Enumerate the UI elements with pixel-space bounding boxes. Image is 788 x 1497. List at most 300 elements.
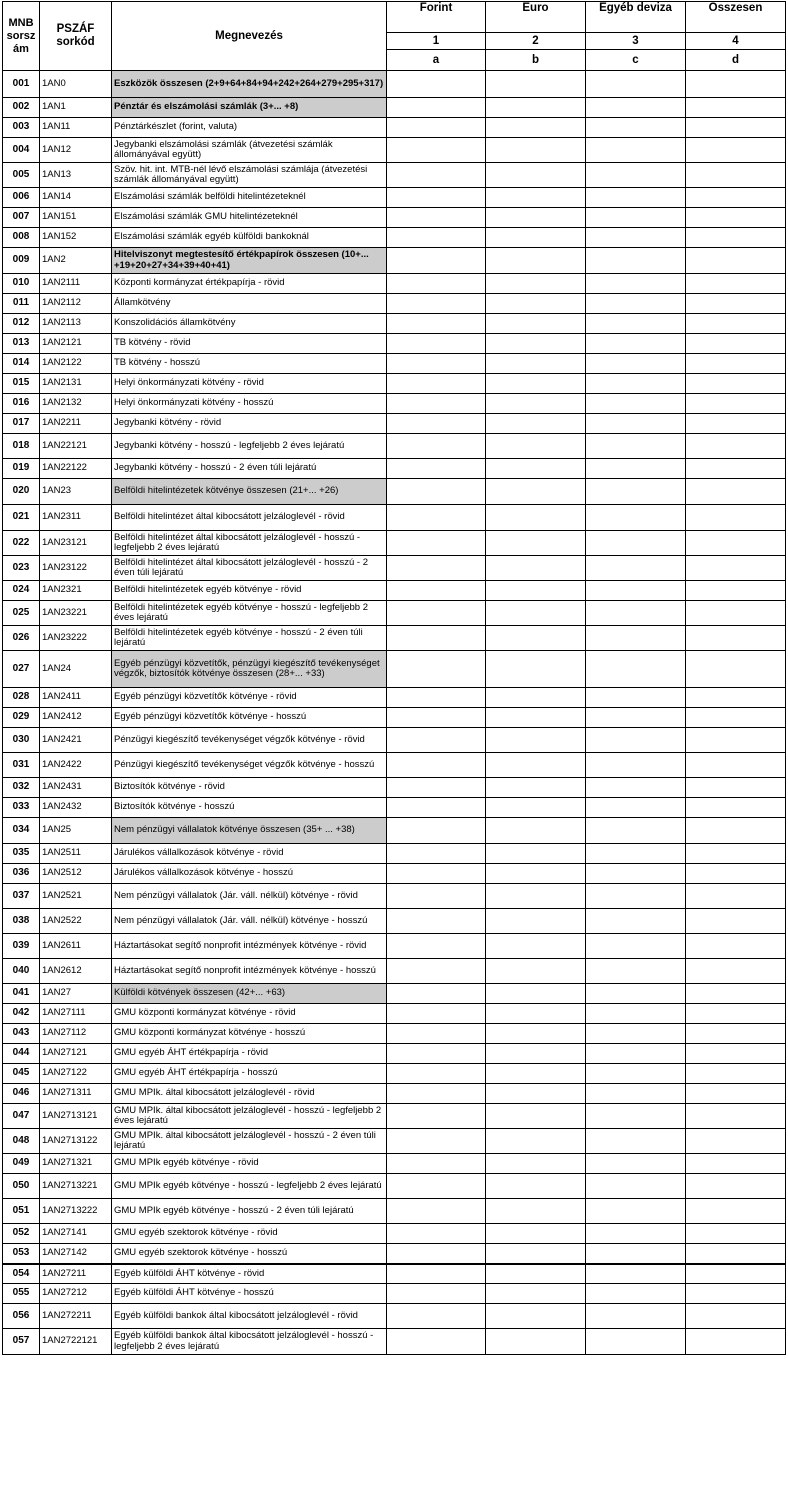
value-cell-euro[interactable] <box>486 354 586 374</box>
row-mnb-number: 001 <box>3 71 40 98</box>
value-cell-egyeb-deviza[interactable] <box>586 1154 686 1174</box>
table-row <box>3 459 786 479</box>
value-cell-forint[interactable] <box>387 208 486 228</box>
value-cell-euro[interactable] <box>486 1244 586 1264</box>
value-cell-egyeb-deviza[interactable] <box>586 414 686 434</box>
value-cell-osszesen[interactable] <box>686 505 786 531</box>
value-cell-forint[interactable] <box>387 314 486 334</box>
value-cell-osszesen[interactable] <box>686 1104 786 1129</box>
value-cell-forint[interactable] <box>387 1044 486 1064</box>
value-cell-euro[interactable] <box>486 71 586 98</box>
row-pszaf-code: 1AN13 <box>40 163 112 188</box>
value-cell-osszesen[interactable] <box>686 354 786 374</box>
value-cell-osszesen[interactable] <box>686 1224 786 1244</box>
value-cell-euro[interactable] <box>486 274 586 294</box>
value-cell-egyeb-deviza[interactable] <box>586 374 686 394</box>
value-cell-osszesen[interactable] <box>686 909 786 934</box>
value-cell-forint[interactable] <box>387 374 486 394</box>
value-cell-osszesen[interactable] <box>686 778 786 798</box>
value-cell-euro[interactable] <box>486 138 586 163</box>
row-description: GMU egyéb szektorok kötvénye - hosszú <box>112 1244 387 1264</box>
value-cell-egyeb-deviza[interactable] <box>586 1024 686 1044</box>
value-cell-egyeb-deviza[interactable] <box>586 651 686 688</box>
value-cell-forint[interactable] <box>387 1304 486 1329</box>
value-cell-egyeb-deviza[interactable] <box>586 228 686 248</box>
row-description: Járulékos vállalkozások kötvénye - hosszú <box>112 864 387 884</box>
value-cell-euro[interactable] <box>486 626 586 651</box>
value-cell-egyeb-deviza[interactable] <box>586 688 686 708</box>
value-cell-egyeb-deviza[interactable] <box>586 531 686 556</box>
value-cell-osszesen[interactable] <box>686 163 786 188</box>
value-cell-osszesen[interactable] <box>686 394 786 414</box>
value-cell-euro[interactable] <box>486 818 586 844</box>
table-row <box>3 581 786 601</box>
value-cell-euro[interactable] <box>486 1174 586 1199</box>
row-mnb-number: 046 <box>3 1084 40 1104</box>
value-cell-forint[interactable] <box>387 1174 486 1199</box>
value-cell-euro[interactable] <box>486 434 586 459</box>
value-cell-forint[interactable] <box>387 601 486 626</box>
value-cell-euro[interactable] <box>486 98 586 118</box>
value-cell-euro[interactable] <box>486 753 586 778</box>
value-cell-egyeb-deviza[interactable] <box>586 1244 686 1264</box>
value-cell-euro[interactable] <box>486 909 586 934</box>
row-mnb-number: 011 <box>3 294 40 314</box>
col-letter: d <box>686 50 786 71</box>
table-row <box>3 864 786 884</box>
value-cell-euro[interactable] <box>486 228 586 248</box>
value-cell-euro[interactable] <box>486 1104 586 1129</box>
value-cell-egyeb-deviza[interactable] <box>586 864 686 884</box>
value-cell-forint[interactable] <box>387 1244 486 1264</box>
value-cell-forint[interactable] <box>387 248 486 274</box>
value-cell-osszesen[interactable] <box>686 651 786 688</box>
value-cell-forint[interactable] <box>387 909 486 934</box>
value-cell-forint[interactable] <box>387 414 486 434</box>
value-cell-euro[interactable] <box>486 1329 586 1355</box>
value-cell-forint[interactable] <box>387 778 486 798</box>
value-cell-forint[interactable] <box>387 798 486 818</box>
table-row <box>3 884 786 909</box>
value-cell-osszesen[interactable] <box>686 531 786 556</box>
value-cell-egyeb-deviza[interactable] <box>586 1224 686 1244</box>
col-letter: a <box>387 50 486 71</box>
table-row <box>3 248 786 274</box>
row-description: Pénztár és elszámolási számlák (3+... +8) <box>112 98 387 118</box>
value-cell-egyeb-deviza[interactable] <box>586 884 686 909</box>
value-cell-egyeb-deviza[interactable] <box>586 1044 686 1064</box>
value-cell-egyeb-deviza[interactable] <box>586 708 686 728</box>
value-cell-egyeb-deviza[interactable] <box>586 778 686 798</box>
value-cell-forint[interactable] <box>387 753 486 778</box>
row-mnb-number: 044 <box>3 1044 40 1064</box>
value-cell-osszesen[interactable] <box>686 1304 786 1329</box>
row-description: Helyi önkormányzati kötvény - rövid <box>112 374 387 394</box>
value-cell-euro[interactable] <box>486 651 586 688</box>
value-cell-osszesen[interactable] <box>686 1264 786 1284</box>
col-letter: c <box>586 50 686 71</box>
value-cell-euro[interactable] <box>486 864 586 884</box>
value-cell-forint[interactable] <box>387 708 486 728</box>
value-cell-egyeb-deviza[interactable] <box>586 459 686 479</box>
value-cell-egyeb-deviza[interactable] <box>586 934 686 959</box>
value-cell-euro[interactable] <box>486 505 586 531</box>
value-cell-forint[interactable] <box>387 556 486 581</box>
value-cell-euro[interactable] <box>486 374 586 394</box>
value-cell-egyeb-deviza[interactable] <box>586 98 686 118</box>
value-cell-egyeb-deviza[interactable] <box>586 1284 686 1304</box>
value-cell-forint[interactable] <box>387 531 486 556</box>
table-row <box>3 626 786 651</box>
value-cell-forint[interactable] <box>387 505 486 531</box>
row-description: GMU MPIk egyéb kötvénye - hosszú - legfeljebb 2 éves lejáratú <box>112 1174 387 1199</box>
value-cell-osszesen[interactable] <box>686 864 786 884</box>
value-cell-forint[interactable] <box>387 294 486 314</box>
value-cell-euro[interactable] <box>486 798 586 818</box>
value-cell-euro[interactable] <box>486 1304 586 1329</box>
value-cell-egyeb-deviza[interactable] <box>586 601 686 626</box>
value-cell-osszesen[interactable] <box>686 314 786 334</box>
value-cell-osszesen[interactable] <box>686 188 786 208</box>
value-cell-egyeb-deviza[interactable] <box>586 1064 686 1084</box>
value-cell-forint[interactable] <box>387 884 486 909</box>
value-cell-osszesen[interactable] <box>686 728 786 753</box>
value-cell-forint[interactable] <box>387 864 486 884</box>
value-cell-osszesen[interactable] <box>686 708 786 728</box>
value-cell-forint[interactable] <box>387 163 486 188</box>
row-description: GMU egyéb ÁHT értékpapírja - rövid <box>112 1044 387 1064</box>
value-cell-euro[interactable] <box>486 601 586 626</box>
value-cell-forint[interactable] <box>387 118 486 138</box>
value-cell-egyeb-deviza[interactable] <box>586 334 686 354</box>
value-cell-egyeb-deviza[interactable] <box>586 818 686 844</box>
value-cell-forint[interactable] <box>387 959 486 984</box>
value-cell-osszesen[interactable] <box>686 1174 786 1199</box>
value-cell-osszesen[interactable] <box>686 1329 786 1355</box>
row-pszaf-code: 1AN27122 <box>40 1064 112 1084</box>
value-cell-forint[interactable] <box>387 1004 486 1024</box>
row-pszaf-code: 1AN2511 <box>40 844 112 864</box>
value-cell-forint[interactable] <box>387 354 486 374</box>
value-cell-euro[interactable] <box>486 163 586 188</box>
value-cell-osszesen[interactable] <box>686 798 786 818</box>
table-row <box>3 1199 786 1224</box>
value-cell-forint[interactable] <box>387 1264 486 1284</box>
value-cell-euro[interactable] <box>486 394 586 414</box>
value-cell-euro[interactable] <box>486 708 586 728</box>
value-cell-forint[interactable] <box>387 1024 486 1044</box>
value-cell-forint[interactable] <box>387 479 486 505</box>
value-cell-forint[interactable] <box>387 1154 486 1174</box>
row-mnb-number: 027 <box>3 651 40 688</box>
table-row <box>3 959 786 984</box>
row-mnb-number: 055 <box>3 1284 40 1304</box>
value-cell-egyeb-deviza[interactable] <box>586 556 686 581</box>
row-mnb-number: 019 <box>3 459 40 479</box>
value-cell-egyeb-deviza[interactable] <box>586 505 686 531</box>
value-cell-forint[interactable] <box>387 459 486 479</box>
row-description: Nem pénzügyi vállalatok (Jár. váll. nélkül) kötvénye - rövid <box>112 884 387 909</box>
value-cell-forint[interactable] <box>387 651 486 688</box>
value-cell-osszesen[interactable] <box>686 984 786 1004</box>
row-pszaf-code: 1AN22122 <box>40 459 112 479</box>
value-cell-forint[interactable] <box>387 274 486 294</box>
table-row <box>3 651 786 688</box>
row-mnb-number: 012 <box>3 314 40 334</box>
row-description: Háztartásokat segítő nonprofit intézmények kötvénye - rövid <box>112 934 387 959</box>
value-cell-osszesen[interactable] <box>686 556 786 581</box>
value-cell-osszesen[interactable] <box>686 1064 786 1084</box>
value-cell-euro[interactable] <box>486 479 586 505</box>
value-cell-euro[interactable] <box>486 934 586 959</box>
value-cell-osszesen[interactable] <box>686 1154 786 1174</box>
row-description: Belföldi hitelintézet által kibocsátott jelzáloglevél - rövid <box>112 505 387 531</box>
value-cell-forint[interactable] <box>387 71 486 98</box>
value-cell-egyeb-deviza[interactable] <box>586 479 686 505</box>
value-cell-egyeb-deviza[interactable] <box>586 248 686 274</box>
table-row <box>3 934 786 959</box>
table-row <box>3 1084 786 1104</box>
value-cell-euro[interactable] <box>486 959 586 984</box>
table-row <box>3 1024 786 1044</box>
value-cell-osszesen[interactable] <box>686 374 786 394</box>
value-cell-osszesen[interactable] <box>686 274 786 294</box>
row-description: Egyéb pénzügyi közvetítők kötvénye - rövid <box>112 688 387 708</box>
value-cell-forint[interactable] <box>387 334 486 354</box>
value-cell-egyeb-deviza[interactable] <box>586 314 686 334</box>
row-description: Egyéb külföldi ÁHT kötvénye - rövid <box>112 1264 387 1284</box>
value-cell-osszesen[interactable] <box>686 688 786 708</box>
value-cell-forint[interactable] <box>387 934 486 959</box>
row-pszaf-code: 1AN27121 <box>40 1044 112 1064</box>
value-cell-egyeb-deviza[interactable] <box>586 188 686 208</box>
row-mnb-number: 008 <box>3 228 40 248</box>
value-cell-forint[interactable] <box>387 228 486 248</box>
row-mnb-number: 013 <box>3 334 40 354</box>
value-cell-egyeb-deviza[interactable] <box>586 354 686 374</box>
value-cell-osszesen[interactable] <box>686 1244 786 1264</box>
value-cell-euro[interactable] <box>486 188 586 208</box>
value-cell-euro[interactable] <box>486 294 586 314</box>
row-description: Elszámolási számlák belföldi hitelintézeteknél <box>112 188 387 208</box>
value-cell-egyeb-deviza[interactable] <box>586 1004 686 1024</box>
value-cell-euro[interactable] <box>486 414 586 434</box>
value-cell-euro[interactable] <box>486 1129 586 1154</box>
table-row <box>3 688 786 708</box>
value-cell-euro[interactable] <box>486 334 586 354</box>
row-mnb-number: 039 <box>3 934 40 959</box>
row-pszaf-code: 1AN2122 <box>40 354 112 374</box>
value-cell-forint[interactable] <box>387 1199 486 1224</box>
value-cell-forint[interactable] <box>387 1224 486 1244</box>
value-cell-euro[interactable] <box>486 1224 586 1244</box>
value-cell-egyeb-deviza[interactable] <box>586 1104 686 1129</box>
value-cell-forint[interactable] <box>387 626 486 651</box>
value-cell-egyeb-deviza[interactable] <box>586 984 686 1004</box>
row-pszaf-code: 1AN27212 <box>40 1284 112 1304</box>
value-cell-egyeb-deviza[interactable] <box>586 208 686 228</box>
value-cell-osszesen[interactable] <box>686 248 786 274</box>
value-cell-egyeb-deviza[interactable] <box>586 1084 686 1104</box>
row-pszaf-code: 1AN2131 <box>40 374 112 394</box>
value-cell-forint[interactable] <box>387 728 486 753</box>
value-cell-osszesen[interactable] <box>686 294 786 314</box>
value-cell-egyeb-deviza[interactable] <box>586 1264 686 1284</box>
value-cell-osszesen[interactable] <box>686 334 786 354</box>
value-cell-osszesen[interactable] <box>686 818 786 844</box>
value-cell-euro[interactable] <box>486 314 586 334</box>
row-description: Egyéb külföldi bankok által kibocsátott jelzáloglevél - rövid <box>112 1304 387 1329</box>
value-cell-egyeb-deviza[interactable] <box>586 294 686 314</box>
row-description: Központi kormányzat értékpapírja - rövid <box>112 274 387 294</box>
value-cell-forint[interactable] <box>387 1064 486 1084</box>
row-description: Helyi önkormányzati kötvény - hosszú <box>112 394 387 414</box>
row-description: Nem pénzügyi vállalatok kötvénye összesen (35+ ... +38) <box>112 818 387 844</box>
value-cell-euro[interactable] <box>486 248 586 274</box>
value-cell-osszesen[interactable] <box>686 228 786 248</box>
row-mnb-number: 017 <box>3 414 40 434</box>
col-num: 4 <box>686 33 786 50</box>
row-mnb-number: 048 <box>3 1129 40 1154</box>
value-cell-euro[interactable] <box>486 728 586 753</box>
value-cell-euro[interactable] <box>486 884 586 909</box>
value-cell-osszesen[interactable] <box>686 1084 786 1104</box>
col-letter: b <box>486 50 586 71</box>
value-cell-forint[interactable] <box>387 98 486 118</box>
row-description: Belföldi hitelintézet által kibocsátott jelzáloglevél - hosszú - 2 éven túli lejáratú <box>112 556 387 581</box>
value-cell-euro[interactable] <box>486 1284 586 1304</box>
value-cell-osszesen[interactable] <box>686 1044 786 1064</box>
value-cell-egyeb-deviza[interactable] <box>586 434 686 459</box>
value-cell-osszesen[interactable] <box>686 1004 786 1024</box>
value-cell-osszesen[interactable] <box>686 118 786 138</box>
value-cell-euro[interactable] <box>486 118 586 138</box>
value-cell-euro[interactable] <box>486 1154 586 1174</box>
value-cell-egyeb-deviza[interactable] <box>586 71 686 98</box>
value-cell-forint[interactable] <box>387 138 486 163</box>
row-mnb-number: 031 <box>3 753 40 778</box>
value-cell-forint[interactable] <box>387 434 486 459</box>
table-row <box>3 1174 786 1199</box>
value-cell-egyeb-deviza[interactable] <box>586 163 686 188</box>
value-cell-forint[interactable] <box>387 984 486 1004</box>
value-cell-forint[interactable] <box>387 394 486 414</box>
value-cell-egyeb-deviza[interactable] <box>586 909 686 934</box>
value-cell-egyeb-deviza[interactable] <box>586 728 686 753</box>
value-cell-euro[interactable] <box>486 1044 586 1064</box>
value-cell-osszesen[interactable] <box>686 1024 786 1044</box>
row-pszaf-code: 1AN2132 <box>40 394 112 414</box>
value-cell-euro[interactable] <box>486 581 586 601</box>
row-pszaf-code: 1AN2612 <box>40 959 112 984</box>
value-cell-egyeb-deviza[interactable] <box>586 626 686 651</box>
value-cell-forint[interactable] <box>387 581 486 601</box>
value-cell-euro[interactable] <box>486 1064 586 1084</box>
value-cell-egyeb-deviza[interactable] <box>586 581 686 601</box>
value-cell-euro[interactable] <box>486 459 586 479</box>
value-cell-forint[interactable] <box>387 1084 486 1104</box>
value-cell-forint[interactable] <box>387 688 486 708</box>
value-cell-egyeb-deviza[interactable] <box>586 959 686 984</box>
value-cell-osszesen[interactable] <box>686 434 786 459</box>
value-cell-osszesen[interactable] <box>686 626 786 651</box>
value-cell-osszesen[interactable] <box>686 601 786 626</box>
table-row <box>3 1154 786 1174</box>
value-cell-forint[interactable] <box>387 1284 486 1304</box>
value-cell-osszesen[interactable] <box>686 844 786 864</box>
row-pszaf-code: 1AN27142 <box>40 1244 112 1264</box>
value-cell-osszesen[interactable] <box>686 459 786 479</box>
value-cell-egyeb-deviza[interactable] <box>586 1199 686 1224</box>
value-cell-egyeb-deviza[interactable] <box>586 274 686 294</box>
value-cell-osszesen[interactable] <box>686 138 786 163</box>
value-cell-forint[interactable] <box>387 188 486 208</box>
value-cell-euro[interactable] <box>486 844 586 864</box>
value-cell-forint[interactable] <box>387 1129 486 1154</box>
value-cell-egyeb-deviza[interactable] <box>586 1174 686 1199</box>
value-cell-egyeb-deviza[interactable] <box>586 394 686 414</box>
value-cell-osszesen[interactable] <box>686 1199 786 1224</box>
value-cell-euro[interactable] <box>486 1084 586 1104</box>
value-cell-osszesen[interactable] <box>686 1129 786 1154</box>
row-pszaf-code: 1AN2412 <box>40 708 112 728</box>
row-mnb-number: 004 <box>3 138 40 163</box>
value-cell-forint[interactable] <box>387 1329 486 1355</box>
row-pszaf-code: 1AN2512 <box>40 864 112 884</box>
value-cell-egyeb-deviza[interactable] <box>586 138 686 163</box>
value-cell-osszesen[interactable] <box>686 414 786 434</box>
table-row <box>3 414 786 434</box>
value-cell-euro[interactable] <box>486 1199 586 1224</box>
row-mnb-number: 037 <box>3 884 40 909</box>
value-cell-osszesen[interactable] <box>686 479 786 505</box>
value-cell-euro[interactable] <box>486 984 586 1004</box>
value-cell-osszesen[interactable] <box>686 71 786 98</box>
value-cell-egyeb-deviza[interactable] <box>586 1304 686 1329</box>
value-cell-egyeb-deviza[interactable] <box>586 1129 686 1154</box>
col-forint-header: Forint <box>387 2 486 33</box>
row-mnb-number: 023 <box>3 556 40 581</box>
row-description: Pénztárkészlet (forint, valuta) <box>112 118 387 138</box>
value-cell-euro[interactable] <box>486 1004 586 1024</box>
value-cell-forint[interactable] <box>387 844 486 864</box>
value-cell-euro[interactable] <box>486 688 586 708</box>
value-cell-osszesen[interactable] <box>686 1284 786 1304</box>
value-cell-euro[interactable] <box>486 531 586 556</box>
value-cell-osszesen[interactable] <box>686 98 786 118</box>
value-cell-osszesen[interactable] <box>686 959 786 984</box>
value-cell-egyeb-deviza[interactable] <box>586 798 686 818</box>
value-cell-egyeb-deviza[interactable] <box>586 753 686 778</box>
value-cell-euro[interactable] <box>486 556 586 581</box>
row-description: Elszámolási számlák GMU hitelintézeteknél <box>112 208 387 228</box>
value-cell-euro[interactable] <box>486 208 586 228</box>
value-cell-euro[interactable] <box>486 1024 586 1044</box>
value-cell-egyeb-deviza[interactable] <box>586 118 686 138</box>
value-cell-osszesen[interactable] <box>686 934 786 959</box>
value-cell-forint[interactable] <box>387 1104 486 1129</box>
value-cell-osszesen[interactable] <box>686 753 786 778</box>
value-cell-forint[interactable] <box>387 818 486 844</box>
value-cell-euro[interactable] <box>486 778 586 798</box>
value-cell-egyeb-deviza[interactable] <box>586 844 686 864</box>
value-cell-osszesen[interactable] <box>686 208 786 228</box>
value-cell-osszesen[interactable] <box>686 884 786 909</box>
row-description: Belföldi hitelintézetek egyéb kötvénye - hosszú - 2 éven túli lejáratú <box>112 626 387 651</box>
value-cell-euro[interactable] <box>486 1264 586 1284</box>
value-cell-osszesen[interactable] <box>686 581 786 601</box>
value-cell-egyeb-deviza[interactable] <box>586 1329 686 1355</box>
